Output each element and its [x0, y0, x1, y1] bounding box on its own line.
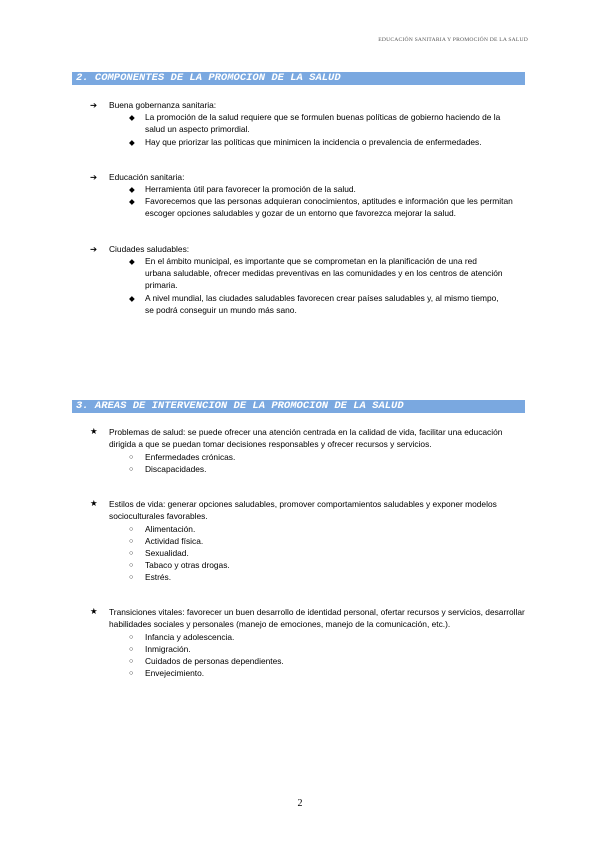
diamond-icon: ◆	[129, 113, 135, 122]
hollow-circle-icon: ○	[129, 466, 134, 473]
component-group	[90, 171, 530, 220]
list-item: Hay que priorizar las políticas que minimicen la incidencia o prevalencia de enfermedades.	[145, 137, 482, 147]
star-icon: ★	[90, 426, 98, 436]
list-item: En el ámbito municipal, es importante que se comprometan en la planificación de una red urbana saludable, ofrecer medidas preventivas en las comunidades y en los centros de atención primaria.	[145, 256, 503, 291]
diamond-icon: ◆	[129, 257, 135, 266]
list-item: Envejecimiento.	[145, 668, 205, 678]
list-item: Herramienta útil para favorecer la promoción de la salud.	[145, 184, 356, 194]
hollow-circle-icon: ○	[129, 646, 134, 653]
diamond-icon: ◆	[129, 197, 135, 206]
hollow-circle-icon: ○	[129, 562, 134, 569]
list-item: A nivel mundial, las ciudades saludables favorecen crear países saludables y, al mismo tiempo, se podrá conseguir un mundo más sano.	[145, 293, 499, 316]
component-group	[90, 99, 530, 148]
intervention-area	[90, 498, 530, 583]
list-item: Favorecemos que las personas adquieran conocimientos, aptitudes e información que les permitan escoger opciones saludables y gozar de un entorno que favorezca mejorar la salud.	[145, 196, 513, 219]
list-item: Actividad física.	[145, 536, 204, 546]
star-icon: ★	[90, 498, 98, 508]
group-label: Educación sanitaria:	[109, 172, 185, 182]
hollow-circle-icon: ○	[129, 550, 134, 557]
list-item: Discapacidades.	[145, 464, 207, 474]
arrow-right-icon: ➔	[90, 244, 98, 254]
list-item: Cuidados de personas dependientes.	[145, 656, 284, 666]
area-text: Estilos de vida: generar opciones saludables, promover comportamientos saludables y exponer modelos socioculturales favorables.	[109, 499, 497, 522]
intervention-area	[90, 606, 535, 679]
arrow-right-icon: ➔	[90, 172, 98, 182]
list-item: Sexualidad.	[145, 548, 189, 558]
arrow-right-icon: ➔	[90, 100, 98, 110]
hollow-circle-icon: ○	[129, 454, 134, 461]
hollow-circle-icon: ○	[129, 538, 134, 545]
intervention-area	[90, 426, 530, 475]
page-number: 2	[297, 798, 303, 809]
section-2-title: 2. COMPONENTES DE LA PROMOCION DE LA SALUD	[72, 72, 525, 85]
list-item: Infancia y adolescencia.	[145, 632, 235, 642]
section-3-title: 3. AREAS DE INTERVENCION DE LA PROMOCION DE LA SALUD	[72, 400, 525, 413]
list-item: Alimentación.	[145, 524, 196, 534]
star-icon: ★	[90, 606, 98, 616]
group-label: Ciudades saludables:	[109, 244, 190, 254]
list-item: Inmigración.	[145, 644, 191, 654]
component-group	[90, 243, 530, 317]
diamond-icon: ◆	[129, 294, 135, 303]
hollow-circle-icon: ○	[129, 634, 134, 641]
group-label: Buena gobernanza sanitaria:	[109, 100, 217, 110]
diamond-icon: ◆	[129, 138, 135, 147]
hollow-circle-icon: ○	[129, 574, 134, 581]
area-text: Problemas de salud: se puede ofrecer una atención centrada en la calidad de vida, facilitar una educación dirigida a que se puedan tomar decisiones responsables y ofrecer recursos y servicios.	[109, 427, 503, 450]
list-item: Tabaco y otras drogas.	[145, 560, 230, 570]
list-item: Enfermedades crónicas.	[145, 452, 236, 462]
area-text: Transiciones vitales: favorecer un buen desarrollo de identidad personal, ofertar recursos y servicios, desarrollar habilidades sociales y personales (manejo de emociones, manejo de la comunicación, etc.).	[109, 607, 525, 630]
list-item: Estrés.	[145, 572, 172, 582]
hollow-circle-icon: ○	[129, 670, 134, 677]
hollow-circle-icon: ○	[129, 526, 134, 533]
running-header: EDUCACIÓN SANITARIA Y PROMOCIÓN DE LA SALUD	[378, 37, 528, 43]
diamond-icon: ◆	[129, 185, 135, 194]
hollow-circle-icon: ○	[129, 658, 134, 665]
list-item: La promoción de la salud requiere que se formulen buenas políticas de gobierno haciendo de la salud un aspecto primordial.	[145, 112, 501, 135]
